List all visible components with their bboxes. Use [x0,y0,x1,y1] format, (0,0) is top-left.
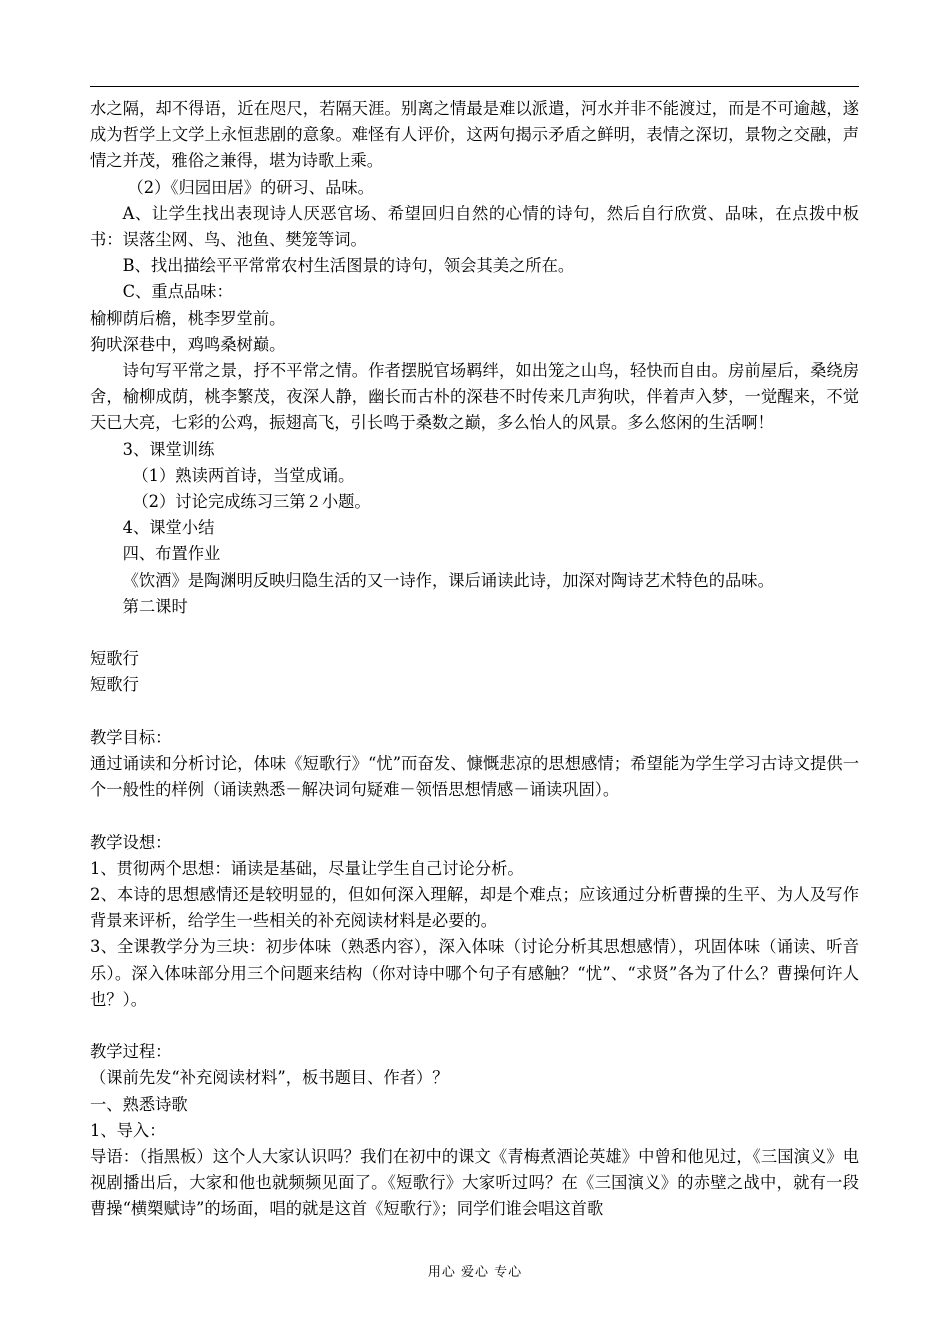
section-heading: 一、熟悉诗歌 [90,1094,188,1114]
section-heading: 四、布置作业 [122,544,221,564]
section-heading: 1、导入： [90,1120,166,1140]
list-item: （1）熟读两首诗，当堂成诵。 [132,465,355,485]
paragraph: 《饮酒》是陶渊明反映归隐生活的又一诗作，课后诵读此诗，加深对陶诗艺术特色的品味。 [122,570,774,590]
poem-line: 榆柳荫后檐，桃李罗堂前。 [90,308,286,328]
section-heading: 4、课堂小结 [122,518,215,538]
section-heading: 3、课堂训练 [122,439,215,459]
paragraph: 通过诵读和分析讨论，体味《短歌行》“忧”而奋发、慷慨悲凉的思想感情；希望能为学生学习古诗文提供一个一般性的样例（诵读熟悉－解决词句疑难－领悟思想情感－诵读巩固）。 [90,754,859,800]
document-body [90,96,859,1223]
paragraph: （课前先发“补充阅读材料”，板书题目、作者）？ [90,1068,449,1088]
page-footer: 用心 爱心 专心 [427,1265,523,1280]
section-heading: 教学设想： [90,832,172,852]
paragraph: B、找出描绘平平常常农村生活图景的诗句，领会其美之所在。 [122,256,575,276]
paragraph: 导语：（指黑板）这个人大家认识吗？我们在初中的课文《青梅煮酒论英雄》中曾和他见过，《三国演义》电视剧播出后，大家和他也就频频见面了。《短歌行》大家听过吗？在《三国演义》的赤壁之战中，就有一段曹操“横槊赋诗”的场面，唱的就是这首《短歌行》；同学们谁会唱这首歌 [90,1147,859,1219]
paragraph: C、重点品味： [122,282,233,302]
section-heading: 教学过程： [90,1042,172,1062]
paragraph: 水之隔，却不得语，近在咫尺，若隔天涯。别离之情最是难以派遣，河水并非不能渡过，而是不可逾越，遂成为哲学上文学上永恒悲剧的意象。难怪有人评价，这两句揭示矛盾之鲜明，表情之深切，景物之交融，声情之并茂，雅俗之兼得，堪为诗歌上乘。 [90,99,859,171]
paragraph: A、让学生找出表现诗人厌恶官场、希望回归自然的心情的诗句，然后自行欣赏、品味，在点拨中板书：误落尘网、鸟、池鱼、樊笼等词。 [90,203,859,250]
paragraph: 诗句写平常之景，抒不平常之情。作者摆脱官场羁绊，如出笼之山鸟，轻快而自由。房前屋后，桑绕房舍，榆柳成荫，桃李繁茂，夜深人静，幽长而古朴的深巷不时传来几声狗吠，伴着声入梦，一觉醒来，不觉天已大亮，七彩的公鸡，振翅高飞，引长鸣于桑数之巅，多么怡人的风景。多么悠闲的生活啊！ [90,361,859,433]
list-item: 1、贯彻两个思想：诵读是基础，尽量让学生自己讨论分析。 [90,858,524,878]
section-heading: 教学目标： [90,727,172,747]
section-heading: （2）《归园田居》的研习、品味。 [127,177,374,197]
list-item: （2）讨论完成练习三第２小题。 [132,492,371,512]
section-heading: 第二课时 [122,596,188,616]
title-line: 短歌行 [90,675,139,695]
list-item: 3、全课教学分为三块：初步体味（熟悉内容），深入体味（讨论分析其思想感情），巩固体味（诵读、听音乐）。深入体味部分用三个问题来结构（你对诗中哪个句子有感触？“忧”、“求贤”各为了什么？曹操何许人也？）。 [90,937,859,1009]
list-item: 2、本诗的思想感情还是较明显的，但如何深入理解，却是个难点；应该通过分析曹操的生平、为人及写作背景来评析，给学生一些相关的补充阅读材料是必要的。 [90,885,859,931]
title-line: 短歌行 [90,649,139,669]
poem-line: 狗吠深巷中，鸡鸣桑树巅。 [90,334,286,354]
header-rule [90,86,859,87]
